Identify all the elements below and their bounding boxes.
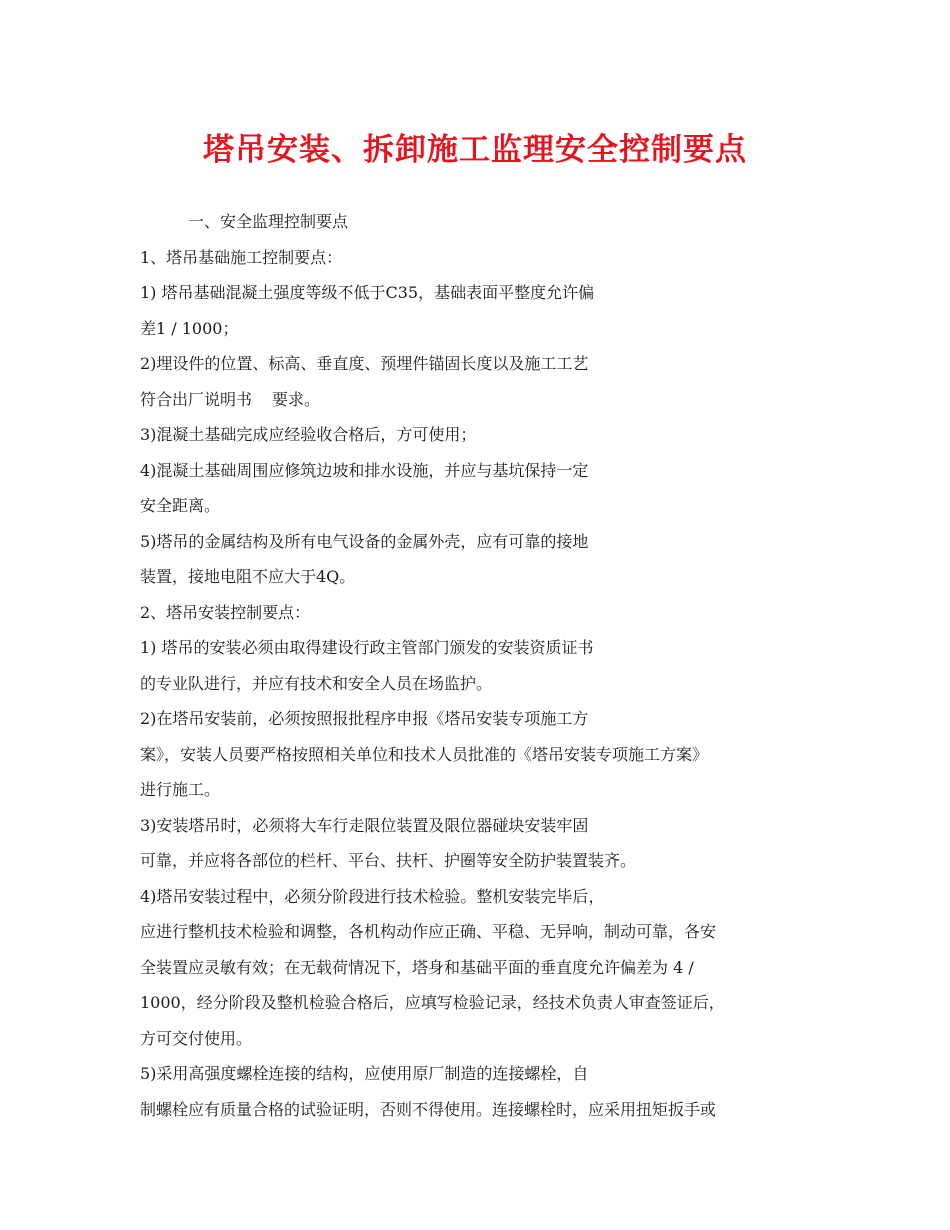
subsection-heading: 1、塔吊基础施工控制要点：	[140, 247, 343, 267]
paragraph-line: 4)塔吊安装过程中，必须分阶段进行技术检验。整机安装完毕后，	[140, 886, 605, 906]
paragraph-line: 进行施工。	[140, 780, 221, 799]
paragraph-line: 可靠，并应将各部位的栏杆、平台、扶杆、护圈等安全防护装置装齐。	[140, 851, 637, 870]
paragraph-line: 1000，经分阶段及整机检验合格后，应填写检验记录，经技术负责人审查签证后，	[140, 993, 725, 1012]
paragraph-line: 4)混凝土基础周围应修筑边坡和排水设施，并应与基坑保持一定	[140, 460, 589, 480]
paragraph-fragment: 符合出厂说明书	[140, 389, 253, 409]
paragraph-line: 5)塔吊的金属结构及所有电气设备的金属外壳，应有可靠的接地	[140, 531, 589, 551]
document-body	[140, 204, 812, 1127]
paragraph-line: 应进行整机技术检验和调整，各机构动作应正确、平稳、无异响，制动可靠，各安	[140, 922, 717, 941]
paragraph-line: 全装置应灵敏有效；在无载荷情况下，塔身和基础平面的垂直度允许偏差为 4 /	[140, 957, 694, 977]
paragraph-line: 2)埋设件的位置、标高、垂直度、预埋件锚固长度以及施工工艺	[140, 354, 589, 373]
section-heading: 一、安全监理控制要点	[188, 212, 349, 231]
paragraph-fragment: 要求。	[272, 389, 321, 409]
paragraph-line: 5)采用高强度螺栓连接的结构，应使用原厂制造的连接螺栓，自	[140, 1064, 589, 1083]
subsection-heading: 2、塔吊安装控制要点：	[140, 602, 311, 622]
document-title: 塔吊安装、拆卸施工监理安全控制要点	[203, 132, 747, 168]
paragraph-line: 的专业队进行，并应有技术和安全人员在场监护。	[140, 673, 493, 693]
paragraph-line: 差1 / 1000；	[140, 318, 239, 338]
paragraph-line: 制螺栓应有质量合格的试验证明，否则不得使用。连接螺栓时，应采用扭矩扳手或	[140, 1099, 717, 1119]
paragraph-line: 装置，接地电阻不应大于4Q。	[140, 567, 356, 586]
paragraph-line: 2)在塔吊安装前，必须按照报批程序申报《塔吊安装专项施工方	[140, 709, 589, 728]
paragraph-line: 3)混凝土基础完成应经验收合格后，方可使用；	[140, 425, 477, 444]
paragraph-line	[140, 382, 812, 418]
paragraph-line: 1) 塔吊基础混凝土强度等级不低于C35，基础表面平整度允许偏	[140, 283, 595, 302]
paragraph-line: 1) 塔吊的安装必须由取得建设行政主管部门颁发的安装资质证书	[140, 638, 594, 657]
paragraph-line: 方可交付使用。	[140, 1028, 253, 1048]
paragraph-line: 3)安装塔吊时，必须将大车行走限位装置及限位器碰块安装牢固	[140, 815, 589, 835]
paragraph-line: 案》，安装人员要严格按照相关单位和技术人员批准的《塔吊安装专项施工方案》	[140, 744, 709, 764]
paragraph-line: 安全距离。	[140, 496, 221, 515]
